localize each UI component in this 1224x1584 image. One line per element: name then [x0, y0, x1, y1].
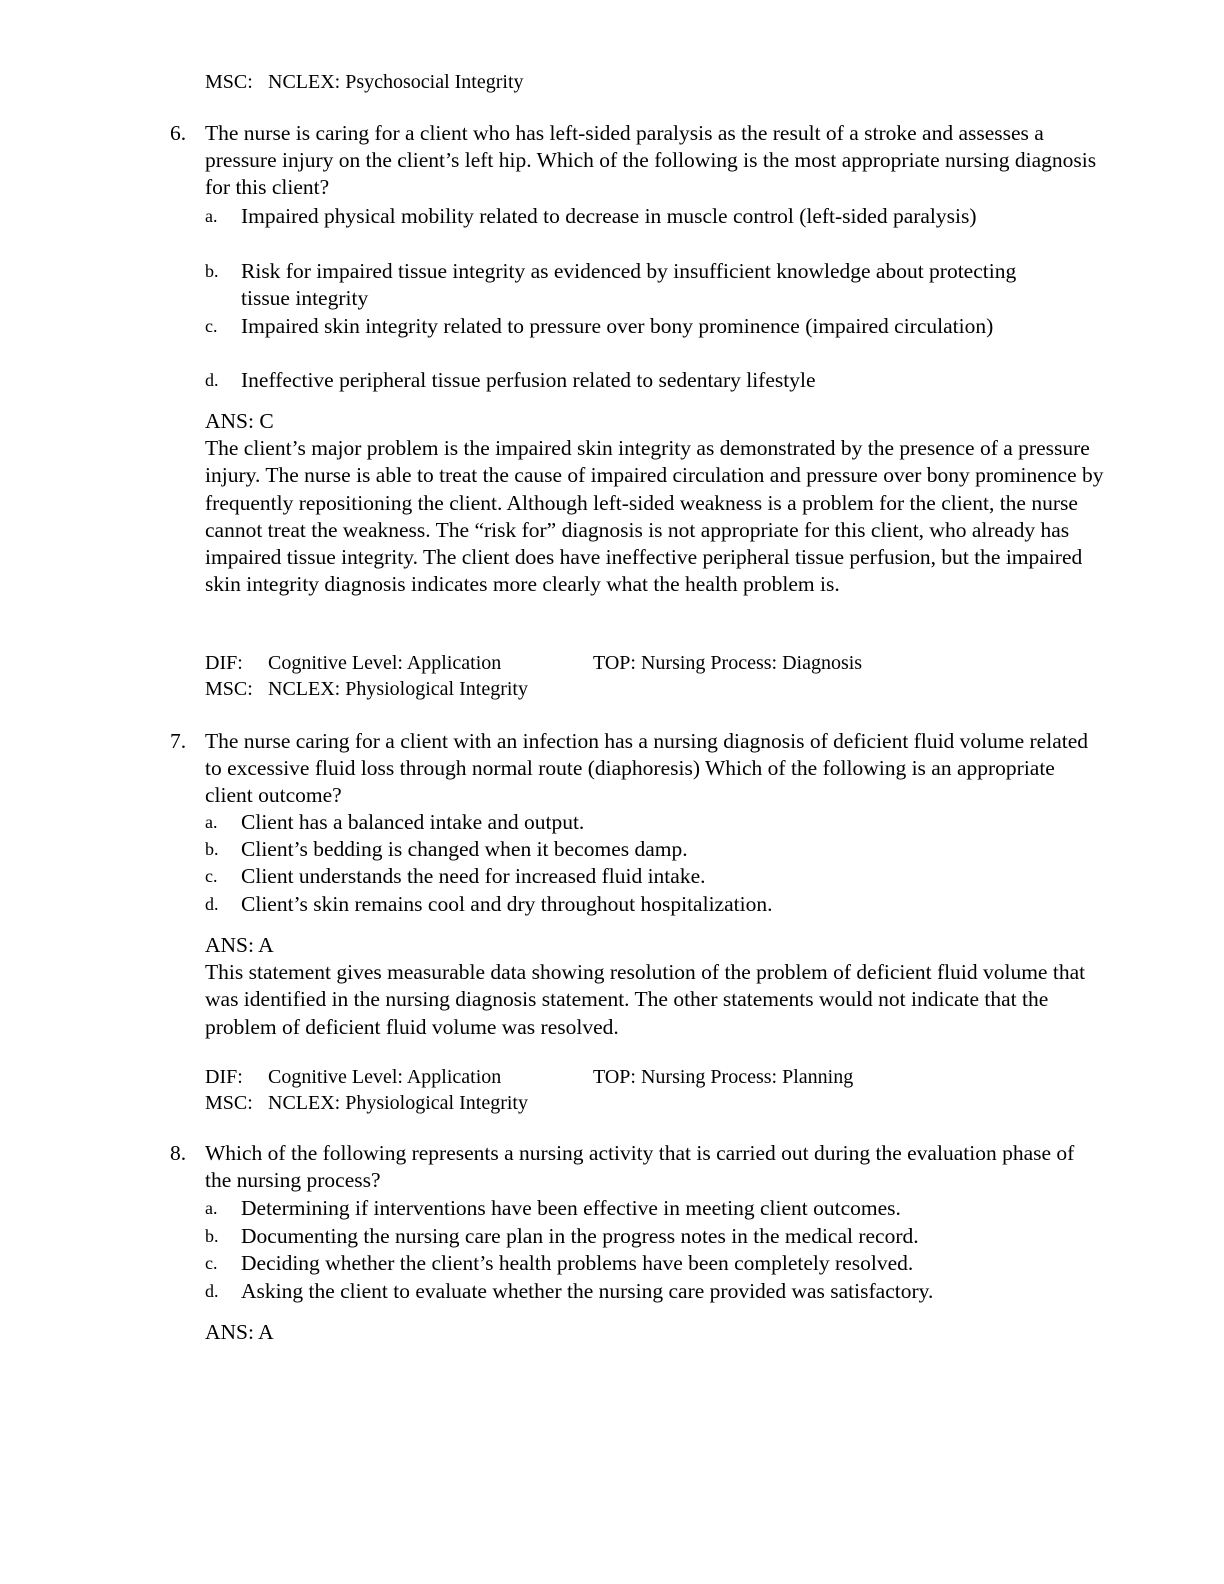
- q7-rationale: This statement gives measurable data showing resolution of the problem of deficient fluid volume that was identified in the nursing diagnosis statement. The other statements would not indicate that the problem of deficient fluid volume was resolved.: [205, 960, 1086, 1039]
- q7-option-a-letter: a.: [205, 812, 218, 832]
- q7-option-d-letter: d.: [205, 894, 219, 914]
- q7-option-d-text: Client’s skin remains cool and dry throughout hospitalization.: [241, 892, 773, 916]
- q6-option-a-text: Impaired physical mobility related to decrease in muscle control (left-sided paralysis): [241, 204, 977, 228]
- q8-option-c-letter: c.: [205, 1253, 218, 1273]
- q7-option-b-text: Client’s bedding is changed when it becomes damp.: [241, 837, 688, 861]
- q8-option-c-text: Deciding whether the client’s health problems have been completely resolved.: [241, 1251, 914, 1275]
- q6-rationale: The client’s major problem is the impaired skin integrity as demonstrated by the presence of a pressure injury. The nurse is able to treat the cause of impaired circulation and pressure over bony prominence by frequently repositioning the client. Although left-sided weakness is a problem for the client, the nurse cannot treat the weakness. The “risk for” diagnosis is not appropriate for this client, who already has impaired tissue integrity. The client does have ineffective peripheral tissue perfusion, but the impaired skin integrity diagnosis indicates more clearly what the health problem is.: [205, 436, 1104, 597]
- q7-topic: TOP: Nursing Process: Planning: [593, 1066, 854, 1088]
- q6-option-a-letter: a.: [205, 206, 218, 226]
- q6-option-c-text: Impaired skin integrity related to pressure over bony prominence (impaired circulation): [241, 314, 994, 338]
- question-8-number: 8.: [170, 1141, 187, 1165]
- question-7-stem: The nurse caring for a client with an infection has a nursing diagnosis of deficient fluid volume related to excessive fluid loss through normal route (diaphoresis) Which of the following is an appropriate client outcome?: [205, 729, 1089, 807]
- q7-dif-value: Cognitive Level: Application: [268, 1066, 502, 1088]
- q6-dif-label: DIF:: [205, 652, 243, 674]
- question-6-number: 6.: [170, 121, 187, 145]
- q8-option-b-letter: b.: [205, 1226, 219, 1246]
- top-msc-label: MSC:: [205, 71, 253, 93]
- q6-option-d-letter: d.: [205, 370, 219, 390]
- q7-dif-label: DIF:: [205, 1066, 243, 1088]
- q7-msc-value: NCLEX: Physiological Integrity: [268, 1092, 528, 1114]
- q7-option-a-text: Client has a balanced intake and output.: [241, 810, 585, 834]
- q8-option-d-text: Asking the client to evaluate whether the nursing care provided was satisfactory.: [241, 1279, 934, 1303]
- question-7-number: 7.: [170, 729, 187, 753]
- q6-option-b-text: Risk for impaired tissue integrity as evidenced by insufficient knowledge about protecting tissue integrity: [241, 259, 1017, 310]
- q7-msc-label: MSC:: [205, 1092, 253, 1114]
- q6-answer: ANS: C: [205, 409, 274, 433]
- q8-option-a-text: Determining if interventions have been effective in meeting client outcomes.: [241, 1196, 901, 1220]
- q7-answer: ANS: A: [205, 933, 274, 957]
- q8-option-a-letter: a.: [205, 1198, 218, 1218]
- q6-option-b-letter: b.: [205, 261, 219, 281]
- q7-option-c-letter: c.: [205, 866, 218, 886]
- q6-msc-label: MSC:: [205, 678, 253, 700]
- q6-dif-value: Cognitive Level: Application: [268, 652, 502, 674]
- q8-option-d-letter: d.: [205, 1281, 219, 1301]
- q8-answer: ANS: A: [205, 1320, 274, 1344]
- q6-topic: TOP: Nursing Process: Diagnosis: [593, 652, 863, 674]
- q6-msc-value: NCLEX: Physiological Integrity: [268, 678, 528, 700]
- question-6-stem: The nurse is caring for a client who has left-sided paralysis as the result of a stroke and assesses a pressure injury on the client’s left hip. Which of the following is the most appropriate nursing diagnosis for this client?: [205, 121, 1097, 199]
- question-8-stem: Which of the following represents a nursing activity that is carried out during the evaluation phase of the nursing process?: [205, 1141, 1075, 1192]
- q6-option-c-letter: c.: [205, 316, 218, 336]
- top-msc-value: NCLEX: Psychosocial Integrity: [268, 71, 524, 93]
- q7-option-b-letter: b.: [205, 839, 219, 859]
- q7-option-c-text: Client understands the need for increased fluid intake.: [241, 864, 706, 888]
- q6-option-d-text: Ineffective peripheral tissue perfusion related to sedentary lifestyle: [241, 368, 816, 392]
- q8-option-b-text: Documenting the nursing care plan in the progress notes in the medical record.: [241, 1224, 919, 1248]
